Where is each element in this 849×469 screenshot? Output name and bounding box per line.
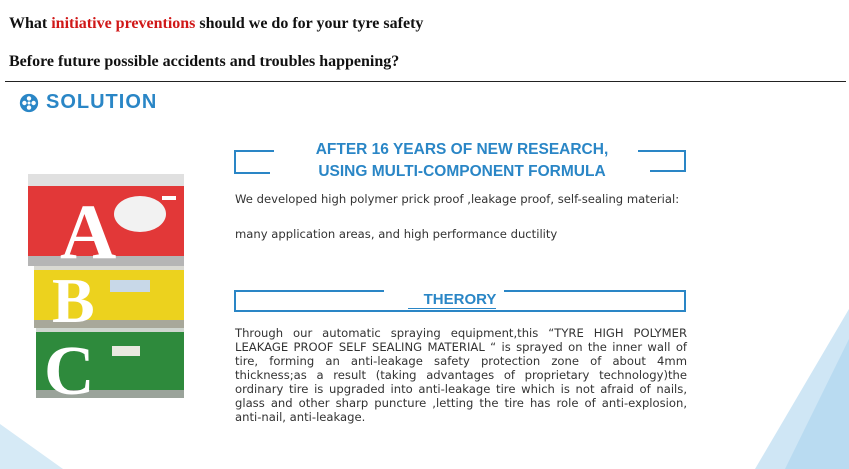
- headline-line1: [9, 15, 423, 33]
- product-cans-illustration: [22, 170, 198, 400]
- solution-heading: [18, 91, 157, 114]
- divider: [5, 81, 846, 82]
- theory-title: THERORY: [423, 291, 497, 308]
- headline-line1-after: should we do for your tyre safety: [195, 15, 424, 32]
- research-title-line2: USING MULTI-COMPONENT FORMULA: [318, 163, 606, 180]
- gear-icon: [18, 92, 40, 114]
- theory-frame-bottom: [234, 310, 686, 312]
- letter-c: C: [44, 333, 95, 400]
- headline-emphasis: initiative preventions: [51, 15, 196, 32]
- letter-b: B: [52, 265, 95, 336]
- solution-label: SOLUTION: [46, 91, 158, 113]
- decorative-stripe-right: [755, 309, 849, 469]
- research-paragraph2: many application areas, and high performance ductility: [235, 227, 558, 241]
- research-paragraph1: We developed high polymer prick proof ,leakage proof, self-sealing material:: [235, 192, 680, 206]
- theory-frame-underline: [408, 308, 496, 309]
- headline-line1-before: What: [9, 15, 52, 32]
- letter-a: A: [60, 188, 117, 275]
- research-title-line1: AFTER 16 YEARS OF NEW RESEARCH,: [315, 141, 609, 158]
- theory-paragraph: Through our automatic spraying equipment,this “TYRE HIGH POLYMER LEAKAGE PROOF SELF SEALING MATERIAL “ is sprayed on the inner wall of tire, forming an anti-leakage safety protection zone of about 4mm thickness;as a result (taking advantages of proprietary technology)the ordinary tire is upgraded into anti-leakage tire which is not afraid of nails, glass and other sharp puncture ,letting the tire has role of anti-explosion, anti-nail, anti-leakage.: [235, 326, 687, 424]
- headline-line2: Before future possible accidents and troubles happening?: [9, 53, 400, 70]
- solution-panel: [0, 84, 849, 469]
